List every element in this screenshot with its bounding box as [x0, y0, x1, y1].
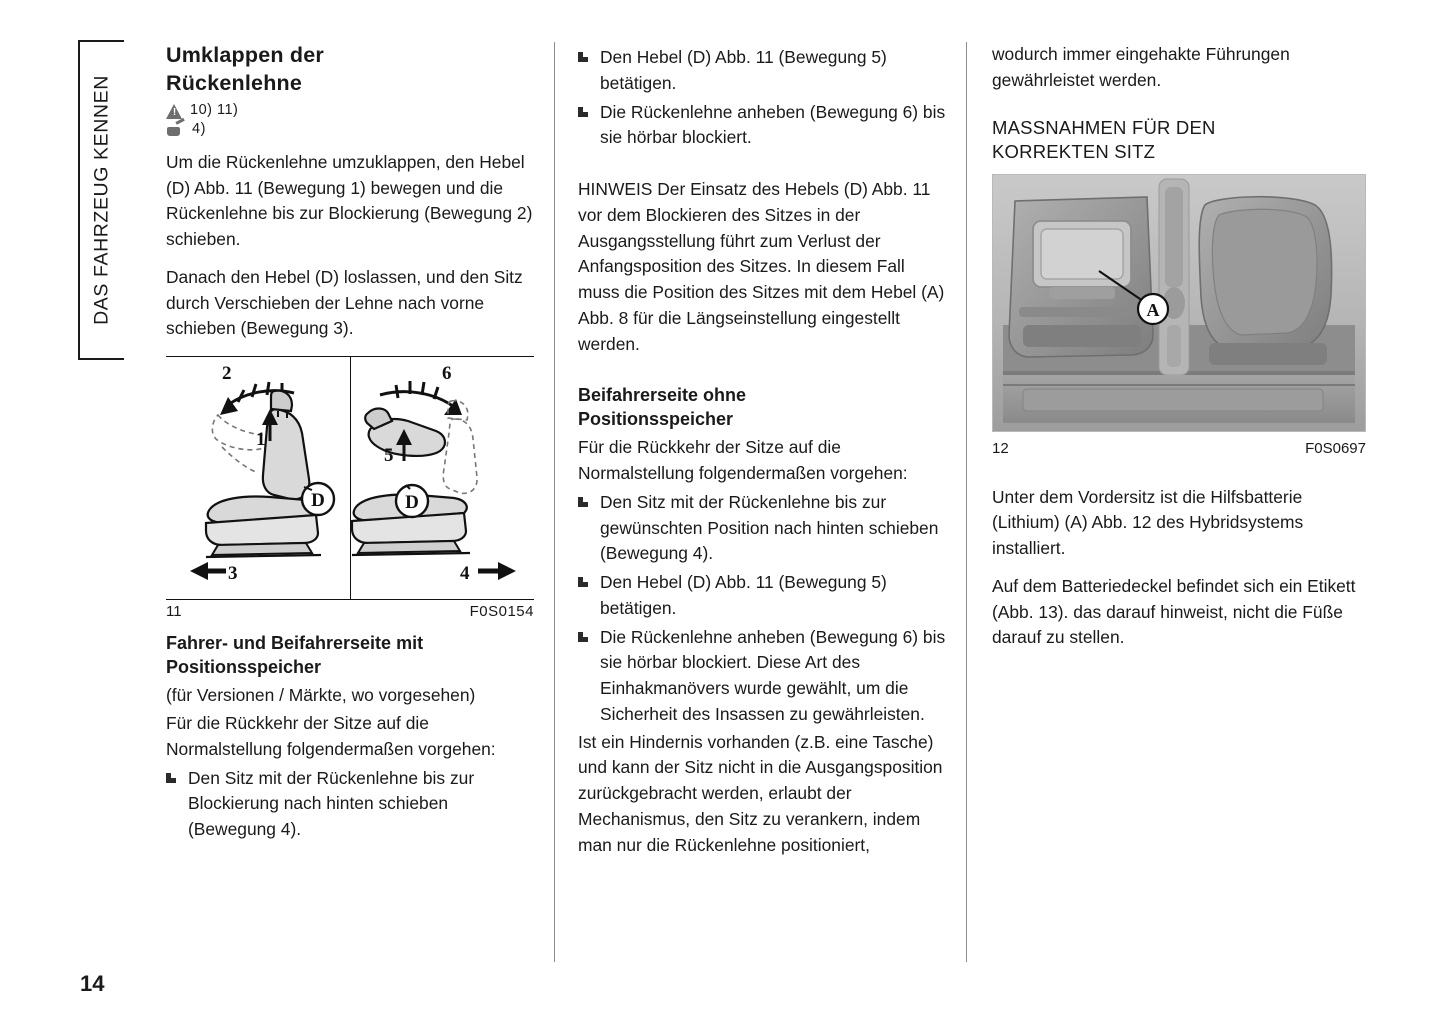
column-1 — [166, 42, 534, 845]
oil-can-icon — [166, 122, 185, 137]
list-item — [166, 766, 534, 843]
paragraph-continuation: wodurch immer eingehakte Führungen gewährleistet werden. — [992, 44, 1290, 90]
list-item-text: Die Rückenlehne anheben (Bewegung 6) bis sie hörbar blockiert. Diese Art des Einhakmanövers wurde gewählt, um die Sicherheit des Insassen zu gewährleisten. — [600, 626, 946, 724]
paragraph-battery-2: Auf dem Batteriedeckel befindet sich ein Etikett (Abb. 13). das darauf hinweist, nicht die Füße darauf zu stellen. — [992, 575, 1356, 648]
section-heading-correct-seat — [992, 116, 1366, 165]
subsection-title-passenger-no-memory — [578, 383, 950, 431]
chapter-tab-label: DAS FAHRZEUG KENNEN — [90, 75, 113, 325]
paragraph-return-intro: Für die Rückkehr der Sitze auf die Normalstellung folgendermaßen vorgehen: — [578, 437, 908, 484]
warning-triangle-icon — [166, 104, 183, 119]
svg-text:5: 5 — [384, 445, 394, 467]
section-title-line2: Rückenlehne — [166, 70, 303, 95]
column-3 — [992, 42, 1366, 653]
warning-ref-row — [166, 103, 534, 119]
figure-11 — [166, 356, 534, 620]
list-item-text: Den Sitz mit der Rückenlehne bis zur gewünschten Position nach hinten schieben (Bewegung 4). — [600, 491, 939, 564]
figure-12-illustration — [993, 175, 1365, 431]
section-heading-line1: MASSNAHMEN FÜR DEN — [992, 116, 1216, 138]
section-title-line1: Umklappen der — [166, 43, 324, 67]
environment-ref-numbers: 4) — [192, 120, 206, 137]
square-bullet-icon — [578, 577, 588, 587]
list-item — [578, 100, 950, 152]
list-item — [578, 570, 950, 622]
figure-11-number: 11 — [166, 602, 182, 620]
svg-text:2: 2 — [222, 363, 232, 385]
svg-text:6: 6 — [442, 363, 452, 385]
list-item-text: Den Hebel (D) Abb. 11 (Bewegung 5) betätigen. — [600, 47, 887, 93]
column-divider-2 — [966, 42, 967, 962]
section-title — [166, 42, 534, 97]
figure-11-code: F0S0154 — [469, 602, 534, 620]
list-item — [578, 45, 950, 97]
svg-text:A: A — [1146, 300, 1160, 321]
square-bullet-icon — [578, 107, 588, 117]
page-number: 14 — [80, 971, 105, 996]
subsection-title-line1: Beifahrerseite ohne — [578, 385, 747, 406]
svg-text:4: 4 — [460, 563, 470, 585]
figure-11-caption — [166, 601, 534, 623]
warning-ref-numbers: 10) 11) — [190, 102, 239, 119]
figure-12-number: 12 — [992, 440, 1009, 458]
paragraph-intro-1: Um die Rückenlehne umzuklappen, den Hebel (D) Abb. 11 (Bewegung 1) bewegen und die Rückenlehne bis zur Blockierung (Bewegung 2) schieben. — [166, 151, 533, 250]
list-item-text: Den Sitz mit der Rückenlehne bis zur Blockierung nach hinten schieben (Bewegung 4). — [188, 767, 475, 840]
environment-ref-row — [166, 122, 534, 138]
subsection-title-line1: Fahrer- und Beifahrerseite mit — [166, 633, 424, 654]
subsection-title-line2: Positionsspeicher — [578, 409, 734, 430]
square-bullet-icon — [578, 52, 588, 62]
svg-text:1: 1 — [256, 429, 266, 451]
svg-text:3: 3 — [228, 563, 238, 585]
paragraph-battery-1: Unter dem Vordersitz ist die Hilfsbatterie (Lithium) (A) Abb. 12 des Hybridsystems installiert. — [992, 486, 1304, 558]
list-item-text: Die Rückenlehne anheben (Bewegung 6) bis sie hörbar blockiert. — [600, 101, 946, 148]
paragraph-return-intro: Für die Rückkehr der Sitze auf die Normalstellung folgendermaßen vorgehen: — [166, 713, 496, 759]
note-paragraph: HINWEIS Der Einsatz des Hebels (D) Abb. 11 vor dem Blockieren des Sitzes in der Ausgangsstellung führt zum Verlust der Anfangsposition des Sitzes. In diesem Fall muss die Position des Sitzes mit dem Hebel (A) Abb. 8 für die Längseinstellung eingestellt werden. — [578, 179, 945, 354]
paragraph-obstacle: Ist ein Hindernis vorhanden (z.B. eine Tasche) und kann der Sitz nicht in die Ausgangsposition zurückgebracht werden, erlaubt der Mechanismus, den Sitz zu verankern, indem man nur die Rückenlehne positioniert, — [578, 731, 943, 855]
list-item-text: Den Hebel (D) Abb. 11 (Bewegung 5) betätigen. — [600, 572, 887, 618]
svg-text:D: D — [405, 492, 419, 514]
figure-12 — [992, 174, 1366, 460]
paragraph-versions-note: (für Versionen / Märkte, wo vorgesehen) — [166, 685, 476, 706]
square-bullet-icon — [166, 773, 176, 783]
list-item — [578, 625, 950, 728]
subsection-title-line2: Positionsspeicher — [166, 657, 322, 678]
subsection-title-driver-passenger — [166, 631, 534, 679]
svg-text:D: D — [311, 490, 325, 512]
section-heading-line2: KORREKTEN SITZ — [992, 140, 1156, 162]
column-divider-1 — [554, 42, 555, 962]
paragraph-intro-2: Danach den Hebel (D) loslassen, und den Sitz durch Verschieben der Lehne nach vorne schieben (Bewegung 3). — [166, 266, 523, 339]
figure-12-photo — [992, 174, 1366, 432]
list-item — [578, 490, 950, 567]
column-2 — [578, 42, 950, 860]
square-bullet-icon — [578, 632, 588, 642]
figure-12-caption — [992, 438, 1366, 460]
warning-references — [166, 103, 534, 138]
chapter-tab — [78, 40, 124, 360]
square-bullet-icon — [578, 497, 588, 507]
figure-12-code: F0S0697 — [1305, 440, 1366, 458]
figure-11-divider — [350, 357, 351, 600]
